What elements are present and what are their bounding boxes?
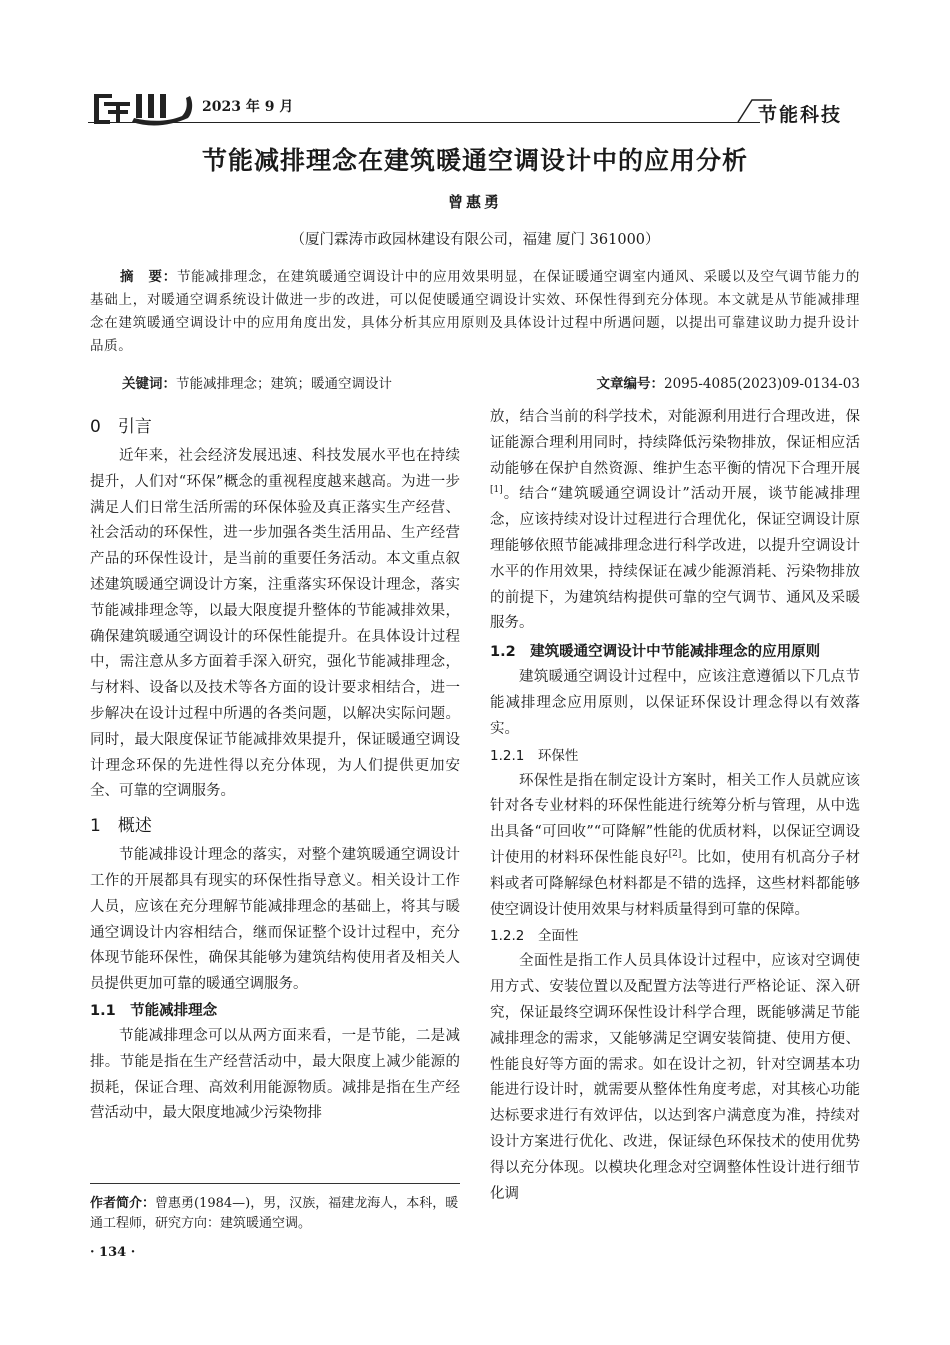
page-number: · 134 · <box>90 1245 136 1260</box>
left-column <box>90 408 460 1127</box>
abstract-label: 摘 要： <box>120 269 177 285</box>
paragraph-text: 环保性是指在制定设计方案时，相关工作人员就应该针对各专业材料的环保性能进行统筹分析与管理，从中选出具备“可回收”“可降解”性能的优质材料，以保证空调设计使用的材料环保性能良好 <box>490 772 860 866</box>
section-name: 节能科技 <box>758 104 843 126</box>
affiliation: （厦门霖涛市政园林建设有限公司，福建 厦门 361000） <box>290 232 660 248</box>
paragraph: 近年来，社会经济发展迅速、科技发展水平也在持续提升，人们对“环保”概念的重视程度越来越高。为进一步满足人们日常生活所需的环保体验及真正落实生产经营、社会活动的环保性，进一步加强各类生活用品、生产经营产品的环保性设计，是当前的重要任务活动。本文重点叙述建筑暖通空调设计方案，注重落实环保设计理念，落实节能减排理念等，以最大限度提升整体的节能减排效果，确保建筑暖通空调设计的环保性能提升。在具体设计过程中，需注意从多方面着手深入研究，强化节能减排理念，与材料、设备以及技术等各方面的设计要求相结合，进一步解决在设计过程中所遇的各类问题，以解决实际问题。同时，最大限度保证节能减排效果提升，保证暖通空调设计理念环保的先进性得以充分体现，为人们提供更加安全、可靠的空调服务。 <box>90 448 460 800</box>
paragraph <box>490 769 860 924</box>
paragraph-text: 。比如，使用有机高分子材料或者可降解绿色材料都是不错的选择，这些材料都能够使空调设计使用效果与材料质量得到可靠的保障。 <box>490 849 860 918</box>
paragraph-text: 。结合“建筑暖通空调设计”活动开展，谈节能减排理念，应该持续对设计过程进行合理优化，保证空调设计原理能够依照节能减排理念进行科学改进，以提升空调设计水平的作用效果，持续保证在减少能源消耗、污染物排放的前提下，为建筑结构提供可靠的空气调节、通风及采暖服务。 <box>490 486 860 632</box>
article-title: 节能减排理念在建筑暖通空调设计中的应用分析 <box>201 146 748 175</box>
subsubsection-heading: 1.2.1 环保性 <box>490 747 579 764</box>
citation: [2] <box>668 849 682 860</box>
keywords-label: 关键词： <box>122 376 176 392</box>
keywords-text: 节能减排理念；建筑；暖通空调设计 <box>176 376 392 392</box>
paragraph: 节能减排设计理念的落实，对整个建筑暖通空调设计工作的开展都具有现实的环保性指导意义。相关设计工作人员，应该在充分理解节能减排理念的基础上，将其与暖通空调设计内容相结合，继而保证整个设计过程中，充分体现节能环保性，确保其能够为建筑结构使用者及相关人员提供更加可靠的暖通空调服务。 <box>90 847 460 993</box>
author-footnote <box>90 1194 460 1234</box>
paragraph: 节能减排理念可以从两方面来看，一是节能，二是减排。节能是指在生产经营活动中，最大限度上减少能源的损耗，保证合理、高效利用能源物质。减排是指在生产经营活动中，最大限度地减少污染物排 <box>90 1027 460 1122</box>
section-heading: 0 引言 <box>90 417 152 437</box>
abstract-text: 节能减排理念，在建筑暖通空调设计中的应用效果明显，在保证暖通空调室内通风、采暖以及空气调节能力的基础上，对暖通空调系统设计做进一步的改进，可以促使暖通空调设计实效、环保性得到充分体现。本文就是从节能减排理念在建筑暖通空调设计中的应用角度出发，具体分析其应用原则及具体设计过程中所遇问题，以提出可靠建议助力提升设计品质。 <box>90 269 860 354</box>
author-name: 曾惠勇 <box>447 193 502 211</box>
article-number-text: 2095-4085(2023)09-0134-03 <box>663 376 860 392</box>
paragraph <box>490 405 860 637</box>
abstract <box>90 266 860 358</box>
subsubsection-heading: 1.2.2 全面性 <box>490 928 579 945</box>
keywords <box>122 372 392 392</box>
citation: [1] <box>490 485 503 496</box>
footnote-label: 作者简介： <box>90 1196 156 1211</box>
section-heading: 1 概述 <box>90 816 152 837</box>
article-number <box>596 372 860 392</box>
subsection-heading: 1.1 节能减排理念 <box>90 1002 218 1019</box>
issue-date: 2023 年 9 月 <box>202 99 294 115</box>
subsection-heading: 1.2 建筑暖通空调设计中节能减排理念的应用原则 <box>490 644 821 661</box>
article-number-label: 文章编号： <box>596 376 664 392</box>
paragraph: 建筑暖通空调设计过程中，应该注意遵循以下几点节能减排理念应用原则，以保证环保设计理念得以有效落实。 <box>490 669 860 737</box>
footnote-rule <box>90 1183 460 1184</box>
paragraph: 全面性是指工作人员具体设计过程中，应该对空调使用方式、安装位置以及配置方法等进行严格论证、深入研究，保证最终空调环保性设计科学合理，既能够满足节能减排理念的需求，又能够满足空调安装简捷、使用方便、性能良好等方面的需求。如在设计之初，针对空调基本功能进行设计时，就需要从整体性角度考虑，对其核心功能达标要求进行有效评估，以达到客户满意度为准，持续对设计方案进行优化、改进，保证绿色环保技术的使用优势得以充分体现。以模块化理念对空调整体性设计进行细节化调 <box>490 953 860 1202</box>
right-column <box>490 405 860 1207</box>
footnote-text: 曾惠勇(1984—)，男，汉族，福建龙海人，本科，暖通工程师，研究方向：建筑暖通空调。 <box>90 1196 459 1231</box>
header-rule <box>88 122 760 123</box>
paragraph-text: 放，结合当前的科学技术，对能源利用进行合理改进，保证能源合理利用同时，持续降低污染物排放，保证相应活动能够在保护自然资源、维护生态平衡的情况下合理开展 <box>490 409 860 477</box>
